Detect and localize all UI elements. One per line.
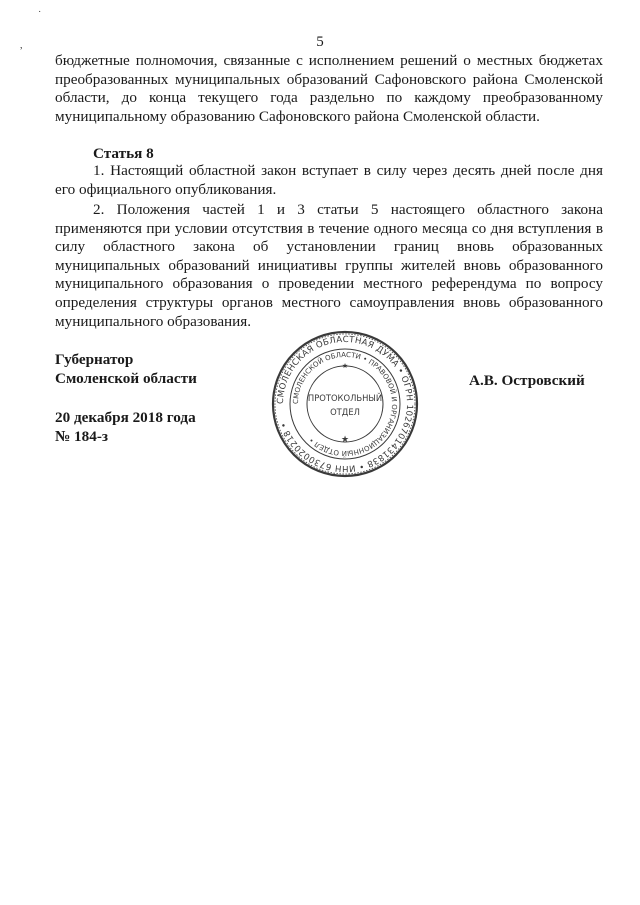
paragraph-application-conditions: 2. Положения частей 1 и 3 статьи 5 настоящего областного закона применяются при условии отсутствия в течение одного месяца со дня вступления в силу областного закона об установлении границ вновь образованных муниципальных образований инициативы группы жителей вновь образованного муниципального образования о проведении местного референдума по вопросу определения структуры органов местного самоуправления вновь образованного муниципального образования. (55, 201, 603, 330)
seal-star-icon: ★ (340, 435, 350, 445)
signatory-name: А.В. Островский (469, 372, 585, 389)
seal-center-line: ОТДЕЛ (330, 407, 360, 417)
signatory-title-line: Губернатор (55, 351, 134, 368)
paragraph-entry-into-force: 1. Настоящий областной закон вступает в силу через десять дней после дня его официального опубликования. (55, 162, 603, 198)
law-number: № 184-з (55, 428, 109, 445)
article-title: Статья 8 (93, 145, 154, 162)
official-seal-stamp (270, 329, 420, 479)
seal-center-line: ПРОТОКОЛЬНЫЙ (307, 393, 383, 403)
scan-speck: ˙ (38, 10, 42, 21)
law-date: 20 декабря 2018 года (55, 409, 196, 426)
page-number: 5 (316, 34, 324, 50)
paragraph-budget-powers: бюджетные полномочия, связанные с исполнением решений о местных бюджетах преобразованных муниципальных образований Сафоновского района Смоленской области, до конца текущего года раздельно по каждому преобразованному муниципальному образованию Сафоновского района Смоленской области. (55, 52, 603, 125)
seal-star-icon: ★ (341, 362, 349, 370)
scan-speck: , (20, 40, 23, 51)
signatory-title (55, 350, 197, 388)
law-date-number (55, 408, 196, 446)
seal-inner-text: СМОЛЕНСКОЙ ОБЛАСТИ • ПРАВОВОЙ И ОРГАНИЗАЦИОННЫЙ ОТДЕЛ • (291, 350, 399, 458)
seal-outer-text: СМОЛЕНСКАЯ ОБЛАСТНАЯ ДУМА • ОГРН 1026701431838 • ИНН 6730020218 • (275, 334, 415, 474)
signatory-title-line: Смоленской области (55, 370, 197, 387)
